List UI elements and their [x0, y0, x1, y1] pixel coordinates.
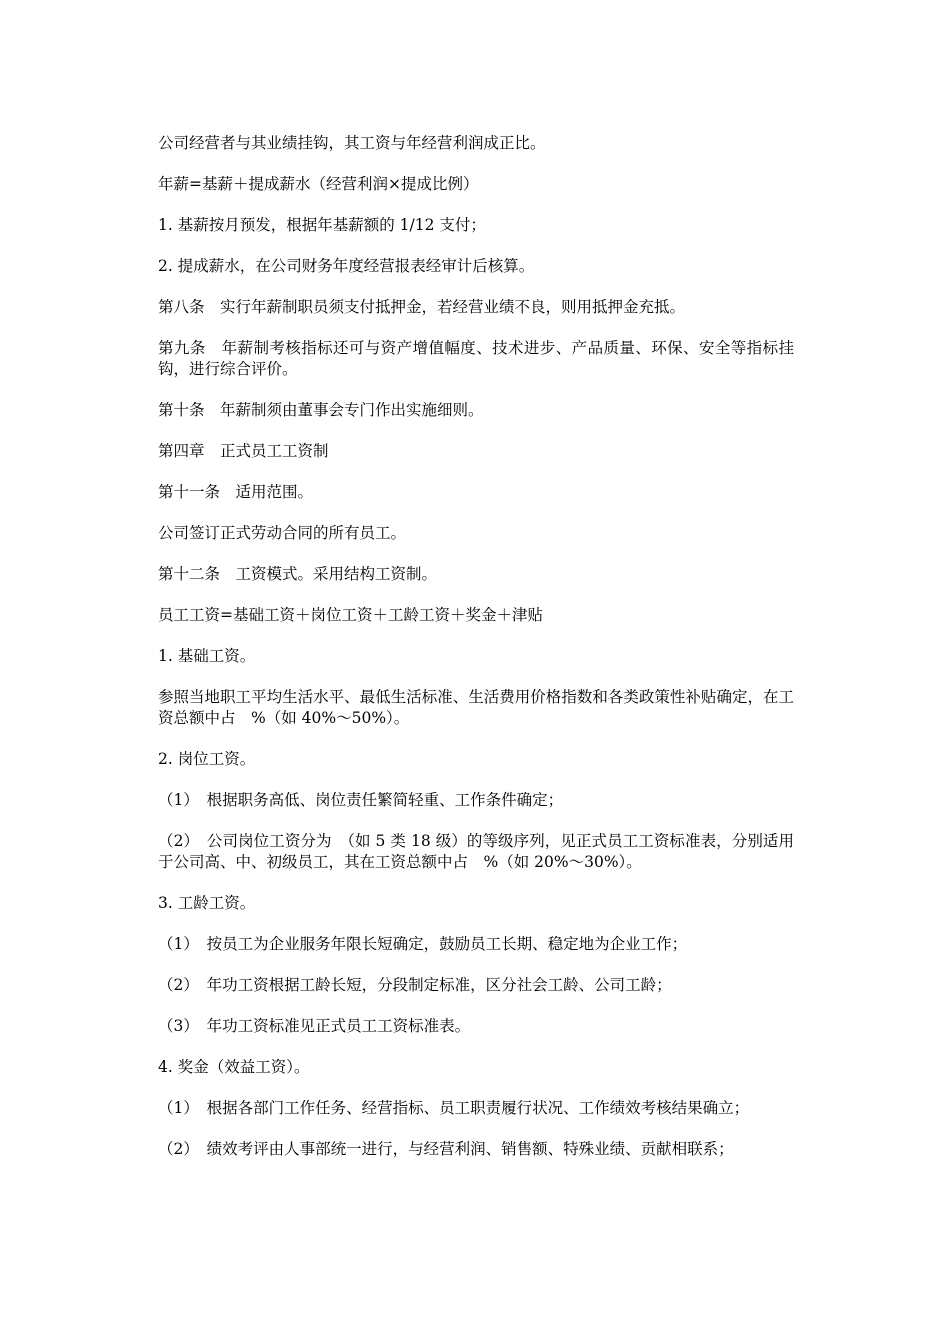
paragraph: 公司经营者与其业绩挂钩，其工资与年经营利润成正比。 — [158, 134, 546, 152]
list-item: （3） 年功工资标准见正式员工工资标准表。 — [158, 1017, 471, 1035]
list-item: （1） 根据各部门工作任务、经营指标、员工职责履行状况、工作绩效考核结果确立； — [158, 1099, 750, 1117]
section-item: 4. 奖金（效益工资）。 — [158, 1058, 310, 1076]
paragraph: 1. 基薪按月预发，根据年基薪额的 1/12 支付； — [158, 216, 486, 234]
article-heading: 第十二条 工资模式。采用结构工资制。 — [158, 565, 438, 583]
paragraph: 年薪=基薪＋提成薪水（经营利润×提成比例） — [158, 175, 479, 193]
article-heading: 第十一条 适用范围。 — [158, 483, 314, 501]
list-item: （2） 年功工资根据工龄长短，分段制定标准，区分社会工龄、公司工龄； — [158, 976, 672, 994]
list-item: （2） 公司岗位工资分为 （如 5 类 18 级）的等级序列，见正式员工工资标准表，分别适用于公司高、中、初级员工，其在工资总额中占 %（如 20%～30%）。 — [158, 832, 794, 871]
list-item: （1） 根据职务高低、岗位责任繁简轻重、工作条件确定； — [158, 791, 564, 809]
list-item: （2） 绩效考评由人事部统一进行，与经营利润、销售额、特殊业绩、贡献相联系； — [158, 1140, 734, 1158]
paragraph: 2. 提成薪水，在公司财务年度经营报表经审计后核算。 — [158, 257, 535, 275]
list-item: （1） 按员工为企业服务年限长短确定，鼓励员工长期、稳定地为企业工作； — [158, 935, 688, 953]
document-body — [158, 133, 794, 1180]
article-heading: 第十条 年薪制须由董事会专门作出实施细则。 — [158, 401, 484, 419]
article-heading: 第九条 年薪制考核指标还可与资产增值幅度、技术进步、产品质量、环保、安全等指标挂钩，进行综合评价。 — [158, 339, 794, 378]
paragraph: 参照当地职工平均生活水平、最低生活标准、生活费用价格指数和各类政策性补贴确定，在工资总额中占 %（如 40%～50%）。 — [158, 688, 794, 727]
formula: 员工工资=基础工资＋岗位工资＋工龄工资＋奖金＋津贴 — [158, 606, 543, 624]
paragraph: 公司签订正式劳动合同的所有员工。 — [158, 524, 407, 542]
chapter-heading: 第四章 正式员工工资制 — [158, 442, 329, 460]
section-item: 1. 基础工资。 — [158, 647, 256, 665]
section-item: 2. 岗位工资。 — [158, 750, 256, 768]
article-heading: 第八条 实行年薪制职员须支付抵押金，若经营业绩不良，则用抵押金充抵。 — [158, 298, 686, 316]
section-item: 3. 工龄工资。 — [158, 894, 256, 912]
